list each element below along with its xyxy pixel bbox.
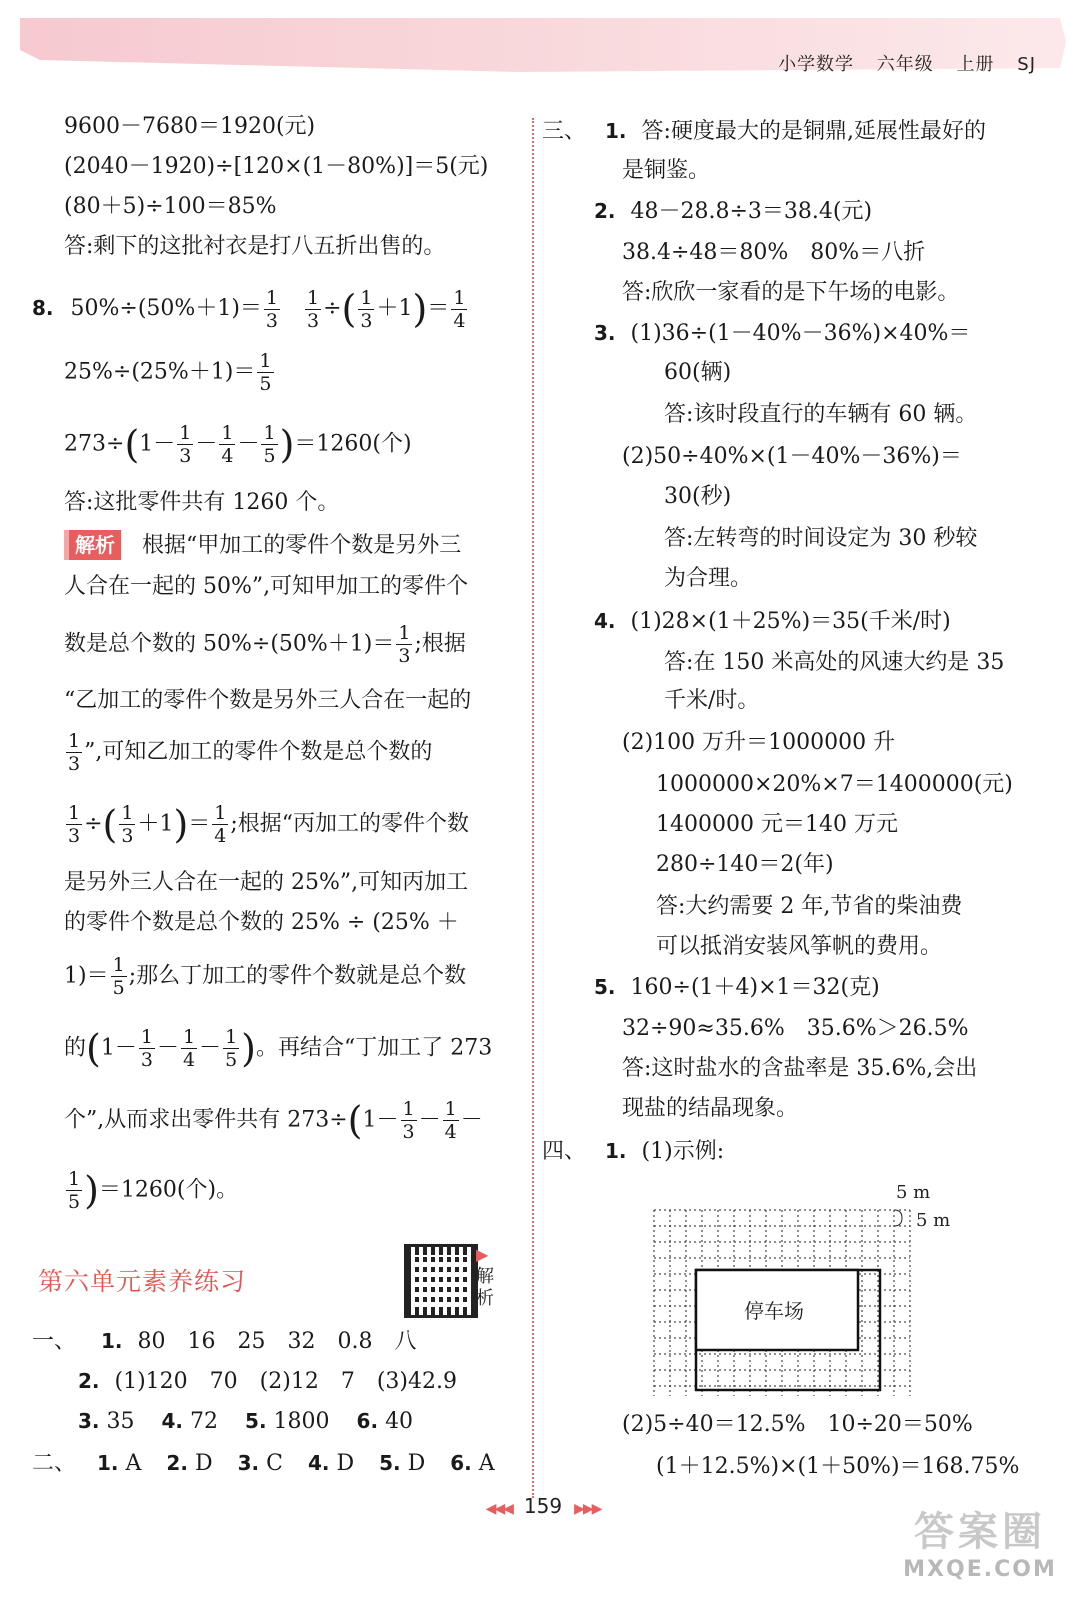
fraction: $\frac{1}{3}$	[140, 1026, 153, 1071]
analysis-line-7: 是另外三人合在一起的 25%”,可知丙加工	[64, 870, 469, 895]
watermark: 答案圈 MXQE.COM	[903, 1509, 1057, 1582]
q7-line2: (2040－1920)÷[120×(1－80%)]＝5(元)	[64, 154, 489, 179]
fraction: $\frac{1}{5}$	[68, 1168, 81, 1213]
sec3-q2-line2: 38.4÷48＝80% 80%＝八折	[622, 240, 926, 265]
fraction: $\frac{1}{4}$	[444, 1098, 457, 1143]
analysis-line-3: 数是总个数的 50%÷(50%＋1)＝ $\frac{1}{3}$ ;根据	[64, 622, 466, 667]
sec3-q3-line7: 为合理。	[664, 566, 753, 591]
sec4-q1-line1: 四、 1. (1)示例:	[542, 1139, 725, 1164]
analysis-line-11: 个”,从而求出零件共有 273÷(1－ $\frac{1}{3}$ － $\frac{1}{4}$ －	[64, 1098, 483, 1143]
sec3-q1-line1: 三、 1. 答:硬度最大的是铜鼎,延展性最好的	[542, 119, 986, 144]
qr-code-icon[interactable]	[404, 1244, 478, 1318]
fraction: $\frac{1}{4}$	[221, 422, 234, 467]
sec3-q4-line1: 4. (1)28×(1＋25%)＝35(千米/时)	[594, 609, 951, 634]
sec3-q3-line3: 答:该时段直行的车辆有 60 辆。	[664, 402, 978, 427]
fraction: $\frac{1}{5}$	[112, 954, 125, 999]
fraction: $\frac{1}{3}$	[307, 286, 320, 332]
sec3-label: 三、	[542, 119, 587, 144]
header-grade: 六年级	[876, 54, 934, 75]
sec3-q5-line4: 现盐的结晶现象。	[622, 1096, 799, 1121]
fraction: $\frac{1}{5}$	[263, 422, 276, 467]
fraction: $\frac{1}{3}$	[179, 422, 192, 467]
header-breadcrumb	[762, 50, 1036, 76]
analysis-line-4: “乙加工的零件个数是另外三人合在一起的	[64, 688, 472, 713]
sec3-q4-line7: 280÷140＝2(年)	[656, 852, 834, 877]
q7-line1: 9600－7680＝1920(元)	[64, 114, 316, 139]
sec3-q5-line1: 5. 160÷(1＋4)×1＝32(克)	[594, 975, 880, 1000]
fraction: $\frac{1}{3}$	[121, 802, 134, 847]
sec3-q4-line8: 答:大约需要 2 年,节省的柴油费	[656, 894, 963, 919]
sec3-q3-line1: 3. (1)36÷(1－40%－36%)×40%＝	[594, 321, 971, 346]
analysis-badge: 解析	[64, 530, 121, 560]
q8-number: 8.	[32, 296, 54, 320]
sec1-row2: 2. (1)120 70 (2)12 7 (3)42.9	[78, 1369, 457, 1394]
analysis-line-9: 1)＝ $\frac{1}{5}$ ;那么丁加工的零件个数就是总个数	[64, 954, 467, 999]
analysis-line-5: $\frac{1}{3}$ ”,可知乙加工的零件个数是总个数的	[68, 730, 433, 775]
sec3-q3-line5: 30(秒)	[664, 484, 732, 509]
sec3-q2-line3: 答:欣欣一家看的是下午场的电影。	[622, 280, 960, 305]
parking-label: 停车场	[744, 1299, 804, 1323]
sec4-q1-line2: (2)5÷40＝12.5% 10÷20＝50%	[622, 1412, 973, 1437]
sec3-q3-line4: (2)50÷40%×(1－40%－36%)＝	[622, 444, 962, 469]
header-edition: SJ	[1017, 54, 1036, 75]
analysis-line-1: 解析 根据“甲加工的零件个数是另外三	[64, 530, 461, 561]
q7-line3: (80＋5)÷100＝85%	[64, 194, 277, 219]
sec3-q4-line2: 答:在 150 米高处的风速大约是 35	[664, 650, 1005, 675]
fraction: $\frac{1}{4}$	[453, 286, 466, 332]
sec1-label: 一、	[32, 1329, 77, 1354]
fraction: $\frac{1}{5}$	[259, 350, 272, 395]
fraction: $\frac{1}{3}$	[68, 730, 81, 775]
sec3-q3-line2: 60(辆)	[664, 360, 732, 385]
unit-brace	[894, 1210, 902, 1226]
analysis-line-8: 的零件个数是总个数的 25% ÷ (25% ＋	[64, 910, 459, 935]
fraction: $\frac{1}{3}$	[402, 1098, 415, 1143]
sec3-q4-line3: 千米/时。	[664, 688, 760, 713]
sec3-q4-line9: 可以抵消安装风筝帆的费用。	[656, 934, 943, 959]
parking-lot-grid-diagram	[640, 1176, 980, 1408]
sec1-row3: 3. 35 4. 72 5. 1800 6. 40	[78, 1409, 414, 1434]
sec2-row: 二、 1. A 2. D 3. C 4. D 5. D 6. A	[32, 1451, 495, 1476]
sec3-q5-line2: 32÷90≈35.6% 35.6%＞26.5%	[622, 1016, 969, 1041]
q7-answer: 答:剩下的这批衬衣是打八五折出售的。	[64, 234, 446, 259]
sec1-row1: 一、 1. 80 16 25 32 0.8 八	[32, 1329, 417, 1354]
sec3-q4-line4: (2)100 万升＝1000000 升	[622, 730, 896, 755]
analysis-line-12: $\frac{1}{5}$ )＝1260(个)。	[68, 1168, 239, 1213]
sec4-q1-line3: (1＋12.5%)×(1＋50%)＝168.75%	[656, 1454, 1020, 1479]
analysis-line-2: 人合在一起的 50%”,可知甲加工的零件个	[64, 574, 469, 599]
play-icon: ▶	[476, 1245, 489, 1264]
fraction: $\frac{1}{4}$	[214, 802, 227, 847]
grid-label-top: 5 m	[896, 1182, 931, 1203]
header-subject: 小学数学	[778, 54, 855, 75]
sec3-q1-line2: 是铜鉴。	[622, 158, 711, 183]
q8-answer: 答:这批零件共有 1260 个。	[64, 490, 340, 515]
fraction: $\frac{1}{3}$	[68, 802, 81, 847]
fraction: $\frac{1}{3}$	[265, 286, 279, 332]
analysis-line-10: 的(1－ $\frac{1}{3}$ － $\frac{1}{4}$ － $\frac{1}{5}$ )。再结合“丁加工了 273	[64, 1026, 493, 1071]
next-arrows-icon: ▶▶▶	[574, 1501, 601, 1517]
sec2-label: 二、	[32, 1451, 77, 1476]
column-divider	[532, 118, 534, 1498]
sec4-label: 四、	[542, 1139, 587, 1164]
sec3-q3-line6: 答:左转弯的时间设定为 30 秒较	[664, 526, 978, 551]
sec3-q4-line6: 1400000 元＝140 万元	[656, 812, 898, 837]
header-volume: 上册	[956, 54, 995, 75]
sec3-q5-line3: 答:这时盐水的含盐率是 35.6%,会出	[622, 1056, 978, 1081]
q8-line-b: 25%÷(25%＋1)＝ $\frac{1}{5}$	[64, 350, 272, 395]
grid-label-side: 5 m	[916, 1210, 951, 1231]
fraction: $\frac{1}{3}$	[398, 622, 411, 667]
qr-label[interactable]: ▶ 解 析	[476, 1244, 498, 1310]
sec3-q4-line5: 1000000×20%×7＝1400000(元)	[656, 772, 1013, 797]
fraction: $\frac{1}{5}$	[225, 1026, 238, 1071]
analysis-line-6: $\frac{1}{3}$ ÷( $\frac{1}{3}$ ＋1)＝ $\frac{1}{4}$ ;根据“丙加工的零件个数	[68, 802, 470, 847]
page-number: ◀◀◀ 159 ▶▶▶	[485, 1494, 601, 1518]
sec3-q2-line1: 2. 48－28.8÷3＝38.4(元)	[594, 199, 873, 224]
fraction: $\frac{1}{3}$	[360, 286, 373, 332]
q8-line-a: 8. 50%÷(50%＋1)＝ $\frac{1}{3}$ $\frac{1}{3}$ ÷( $\frac{1}{3}$ ＋1)＝ $\frac{1}{4}$	[32, 286, 466, 332]
q8-line-c: 273÷(1－ $\frac{1}{3}$ － $\frac{1}{4}$ － $\frac{1}{5}$ )＝1260(个)	[64, 422, 412, 467]
prev-arrows-icon: ◀◀◀	[485, 1501, 512, 1517]
unit-title: 第六单元素养练习	[38, 1267, 247, 1296]
fraction: $\frac{1}{4}$	[182, 1026, 196, 1071]
